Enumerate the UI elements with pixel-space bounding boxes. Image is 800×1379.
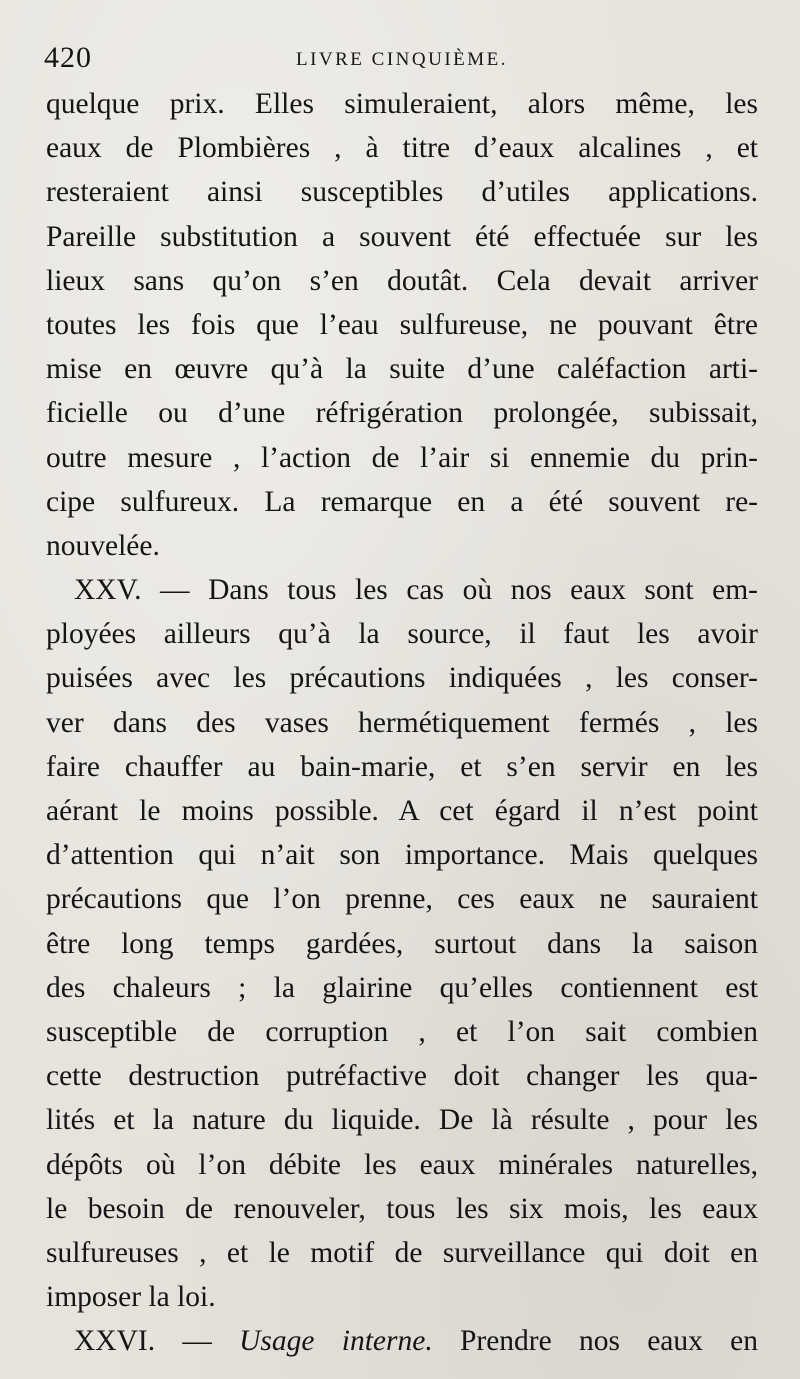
text-line: ployées ailleurs qu’à la source, il faut les avoir — [46, 618, 758, 651]
page-header — [44, 40, 760, 80]
text-line: toutes les fois que l’eau sulfureuse, ne pouvant être — [46, 308, 758, 341]
running-head: LIVRE CINQUIÈME. — [295, 49, 509, 70]
text-line: puisées avec les précautions indiquées , les conser- — [46, 662, 758, 695]
text-line: Pareille substitution a souvent été effectuée sur les — [46, 220, 758, 253]
text-line: nouvelée. — [46, 529, 160, 562]
text-line: d’attention qui n’ait son importance. Mais quelques — [46, 839, 758, 872]
text-line: imposer la loi. — [46, 1281, 216, 1314]
text-line: dépôts où l’on débite les eaux minérales naturelles, — [46, 1148, 758, 1181]
section-title-emphasis: Usage interne. — [239, 1325, 433, 1358]
text-line: lités et la nature du liquide. De là résulte , pour les — [46, 1104, 758, 1137]
text-line: lieux sans qu’on s’en doutât. Cela devait arriver — [46, 264, 758, 297]
text-line: resteraient ainsi susceptibles d’utiles applications. — [46, 176, 758, 209]
section-xxv-first-line: XXV. — Dans tous les cas où nos eaux sont em- — [74, 574, 758, 607]
text-line: être long temps gardées, surtout dans la saison — [46, 927, 758, 960]
text-line: sulfureuses , et le motif de surveillance qui doit en — [46, 1236, 758, 1269]
text-line: aérant le moins possible. A cet égard il n’est point — [46, 795, 758, 827]
section-line-tail: Prendre nos eaux en — [432, 1325, 758, 1358]
text-line: ver dans des vases hermétiquement fermés , les — [46, 706, 758, 739]
section-xxvi-first-line — [46, 1319, 758, 1363]
text-line: cipe sulfureux. La remarque en a été souvent re- — [46, 485, 758, 518]
text-line: eaux de Plombières , à titre d’eaux alcalines , et — [46, 132, 758, 165]
text-line: mise en œuvre qu’à la suite d’une caléfaction arti- — [46, 353, 758, 386]
text-line: ficielle ou d’une réfrigération prolongée, subissait, — [46, 397, 758, 430]
text-line: quelque prix. Elles simuleraient, alors même, les — [46, 88, 758, 120]
text-line: des chaleurs ; la glairine qu’elles contiennent est — [46, 971, 758, 1004]
text-line: cette destruction putréfactive doit changer les qua- — [46, 1060, 758, 1093]
text-line: le besoin de renouveler, tous les six mois, les eaux — [46, 1192, 758, 1225]
body-text — [46, 82, 758, 1363]
page-number: 420 — [44, 41, 92, 74]
text-line: faire chauffer au bain-marie, et s’en servir en les — [46, 750, 758, 783]
text-line: outre mesure , l’action de l’air si ennemie du prin- — [46, 441, 758, 474]
text-line: précautions que l’on prenne, ces eaux ne sauraient — [46, 883, 758, 916]
text-line: susceptible de corruption , et l’on sait combien — [46, 1015, 758, 1048]
section-number: XXVI. — — [74, 1325, 240, 1358]
